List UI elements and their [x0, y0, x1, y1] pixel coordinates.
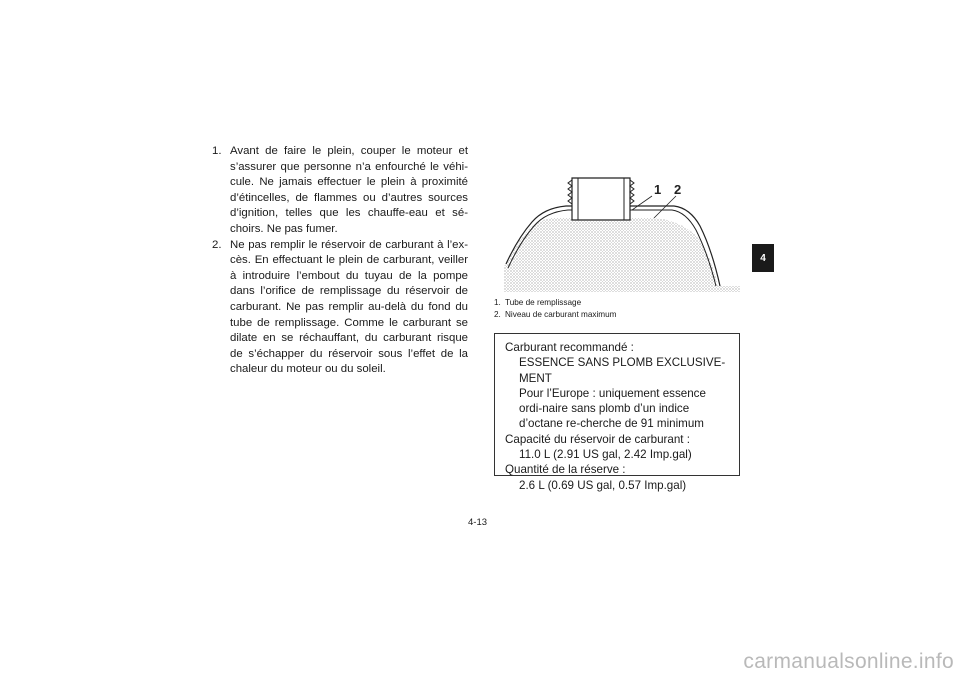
reserve-value: 2.6 L (0.69 US gal, 0.57 Imp.gal) [519, 478, 687, 492]
fuel-tank-illustration [504, 168, 744, 292]
capacity-value: 11.0 L (2.91 US gal, 2.42 Imp.gal) [519, 448, 692, 462]
figure-captions [494, 297, 617, 321]
caption-item [494, 297, 617, 309]
page-number: 4-13 [468, 517, 488, 528]
instructions-column [212, 144, 468, 378]
caption-number: 1. [494, 298, 501, 307]
caption-item [494, 309, 617, 321]
filler-tube [572, 178, 630, 220]
instruction-list [212, 144, 468, 378]
fuel-value: ESSENCE SANS PLOMB EXCLUSIVE-MENT [519, 356, 726, 385]
callout-2: 2 [674, 182, 682, 197]
capacity-label: Capacité du réservoir de carburant : [505, 432, 690, 446]
instruction-number: 1. [212, 145, 222, 157]
reserve-label: Quantité de la réserve : [505, 463, 626, 477]
instruction-text: Ne pas remplir le réservoir de carburant à l’ex-cès. En effectuant le plein de carburant, veiller à introduire l’embout du tuyau de la pompe dans l’orifice de remplissage du réservoir de carburant. Ne pas remplir au-delà du fond du tube de remplissage. Comme le carburant se dilate en se réchauffant, du carburant risque de s’échapper du réservoir sous l’effet de la chaleur du moteur ou du soleil. [230, 238, 468, 376]
instruction-item [212, 144, 468, 238]
chapter-tab: 4 [752, 244, 774, 272]
fuel-level-area [504, 218, 740, 292]
fuel-spec-box [494, 333, 740, 492]
instruction-text: Avant de faire le plein, couper le moteur et s’assurer que personne n’a enfourché le véhi-cule. Ne jamais effectuer le plein à proximité d’étincelles, de flammes ou d’autres sources d’ignition, telles que les chauffe-eau et sé-choirs. Ne pas fumer. [230, 145, 468, 235]
caption-text: Niveau de carburant maximum [505, 310, 617, 319]
watermark: carmanualsonline.info [743, 650, 954, 673]
callout-1: 1 [654, 182, 662, 197]
caption-text: Tube de remplissage [505, 298, 582, 307]
instruction-number: 2. [212, 238, 222, 251]
caption-number: 2. [494, 310, 501, 319]
instruction-item [212, 238, 468, 378]
fuel-label: Carburant recommandé : [505, 341, 634, 354]
fuel-value-europe: Pour l’Europe : uniquement essence ordi-naire sans plomb d’un indice d’octane re-cherche de 91 minimum [519, 386, 706, 431]
